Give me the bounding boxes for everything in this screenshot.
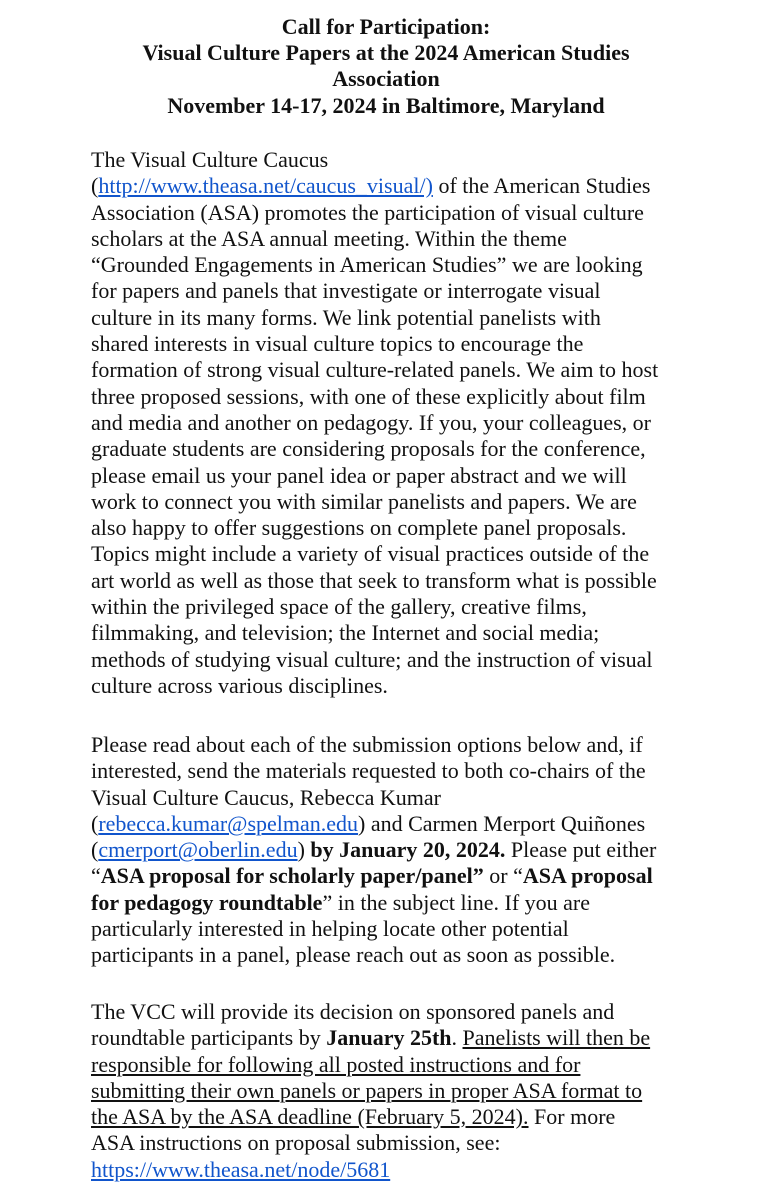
text-line xyxy=(91,147,771,173)
text-line xyxy=(91,278,771,304)
title-line: Call for Participation: xyxy=(281,14,491,39)
text-segment: ” in the subject line. If you are xyxy=(322,889,591,915)
text-line xyxy=(91,568,771,594)
text-line xyxy=(91,489,771,515)
text-segment: ( xyxy=(91,173,99,199)
underlined-text: submitting their own panels or papers in proper ASA format to xyxy=(91,1077,643,1103)
text-segment: culture across various disciplines. xyxy=(91,672,388,698)
underlined-text: Panelists will then be xyxy=(462,1025,651,1051)
text-segment: methods of studying visual culture; and the instruction of visual xyxy=(91,646,653,672)
text-segment: and media and another on pedagogy. If you, your colleagues, or xyxy=(91,409,652,435)
hyperlink[interactable]: rebecca.kumar@spelman.edu xyxy=(98,810,359,836)
text-segment: also happy to offer suggestions on complete panel proposals. xyxy=(91,515,627,541)
text-line xyxy=(91,999,771,1025)
text-line xyxy=(91,331,771,357)
underlined-text: responsible for following all posted instructions and for xyxy=(91,1051,581,1077)
text-line xyxy=(91,410,771,436)
document-title xyxy=(0,14,772,119)
underlined-text: the ASA by the ASA deadline (February 5, 2024). xyxy=(91,1104,529,1130)
bold-text: by January 20, 2024. xyxy=(310,837,506,863)
text-line xyxy=(91,863,771,889)
text-segment: ) and Carmen Merport Quiñones xyxy=(358,810,646,836)
text-line xyxy=(91,384,771,410)
text-line xyxy=(91,515,771,541)
text-line xyxy=(91,436,771,462)
text-line xyxy=(91,785,771,811)
hyperlink[interactable]: https://www.theasa.net/node/5681 xyxy=(91,1156,391,1182)
text-line xyxy=(91,620,771,646)
text-segment: work to connect you with similar panelists and papers. We are xyxy=(91,488,637,514)
bold-text: January 25th xyxy=(326,1025,452,1051)
text-segment: for papers and panels that investigate or interrogate visual xyxy=(91,278,601,304)
text-line xyxy=(91,942,771,968)
title-line: Association xyxy=(332,66,440,92)
text-segment: participants in a panel, please reach out as soon as possible. xyxy=(91,942,616,968)
text-segment: “Grounded Engagements in American Studies” we are looking xyxy=(91,252,643,278)
text-segment: “ xyxy=(91,863,101,889)
text-line xyxy=(91,758,771,784)
hyperlink[interactable]: http://www.theasa.net/caucus_visual/) xyxy=(98,173,433,199)
text-line xyxy=(91,916,771,942)
text-line xyxy=(91,594,771,620)
bold-text: ASA proposal for scholarly paper/panel” xyxy=(100,863,484,889)
paragraph-decision xyxy=(91,999,771,1183)
text-segment: . xyxy=(451,1025,463,1051)
text-segment: shared interests in visual culture topics to encourage the xyxy=(91,331,584,357)
text-line xyxy=(91,463,771,489)
text-segment: Please put either xyxy=(505,837,657,863)
text-segment: ) xyxy=(297,837,311,863)
text-segment: filmmaking, and television; the Internet and social media; xyxy=(91,620,600,646)
text-line xyxy=(91,837,771,863)
text-segment: please email us your panel idea or paper abstract and we will xyxy=(91,462,627,488)
text-segment: of the American Studies xyxy=(432,173,651,199)
text-line xyxy=(91,173,771,199)
text-segment: For more xyxy=(528,1104,616,1130)
text-line xyxy=(91,1078,771,1104)
text-segment: art world as well as those that seek to transform what is possible xyxy=(91,567,657,593)
text-segment: Topics might include a variety of visual practices outside of the xyxy=(91,541,650,567)
text-line xyxy=(91,200,771,226)
text-segment: The VCC will provide its decision on sponsored panels and xyxy=(91,999,615,1024)
text-line xyxy=(91,252,771,278)
text-line xyxy=(91,541,771,567)
text-line xyxy=(91,1052,771,1078)
text-line xyxy=(91,357,771,383)
paragraph-submission xyxy=(91,732,771,969)
text-line xyxy=(91,305,771,331)
text-segment: formation of strong visual culture-related panels. We aim to host xyxy=(91,357,659,383)
text-segment: roundtable participants by xyxy=(91,1025,327,1051)
hyperlink[interactable]: cmerport@oberlin.edu xyxy=(98,837,298,863)
text-line xyxy=(91,1025,771,1051)
text-line xyxy=(91,1104,771,1130)
text-segment: graduate students are considering proposals for the conference, xyxy=(91,436,646,462)
bold-text: ASA proposal xyxy=(522,863,653,889)
text-segment: Visual Culture Caucus, Rebecca Kumar xyxy=(91,784,441,810)
text-segment: ASA instructions on proposal submission, see: xyxy=(91,1130,501,1156)
text-line xyxy=(91,226,771,252)
text-segment: within the privileged space of the gallery, creative films, xyxy=(91,594,587,620)
text-line xyxy=(91,1130,771,1156)
text-line xyxy=(91,890,771,916)
text-line xyxy=(91,1157,771,1183)
paragraph-intro xyxy=(91,147,771,699)
text-segment: culture in its many forms. We link potential panelists with xyxy=(91,304,601,330)
text-line xyxy=(91,811,771,837)
text-segment: Association (ASA) promotes the participation of visual culture xyxy=(91,199,644,225)
text-segment: or “ xyxy=(483,863,523,889)
text-line xyxy=(91,732,771,758)
text-segment: ( xyxy=(91,837,99,863)
text-line xyxy=(91,647,771,673)
text-line xyxy=(91,673,771,699)
text-segment: ( xyxy=(91,810,99,836)
title-line: November 14-17, 2024 in Baltimore, Maryland xyxy=(167,92,605,118)
text-segment: three proposed sessions, with one of these explicitly about film xyxy=(91,383,646,409)
text-segment: particularly interested in helping locate other potential xyxy=(91,916,569,942)
text-segment: scholars at the ASA annual meeting. Within the theme xyxy=(91,225,567,251)
text-segment: Please read about each of the submission options below and, if xyxy=(91,732,643,757)
text-segment: The Visual Culture Caucus xyxy=(91,147,329,172)
bold-text: for pedagogy roundtable xyxy=(91,889,323,915)
title-line: Visual Culture Papers at the 2024 American Studies xyxy=(142,40,630,66)
text-segment: interested, send the materials requested to both co-chairs of the xyxy=(91,758,646,784)
